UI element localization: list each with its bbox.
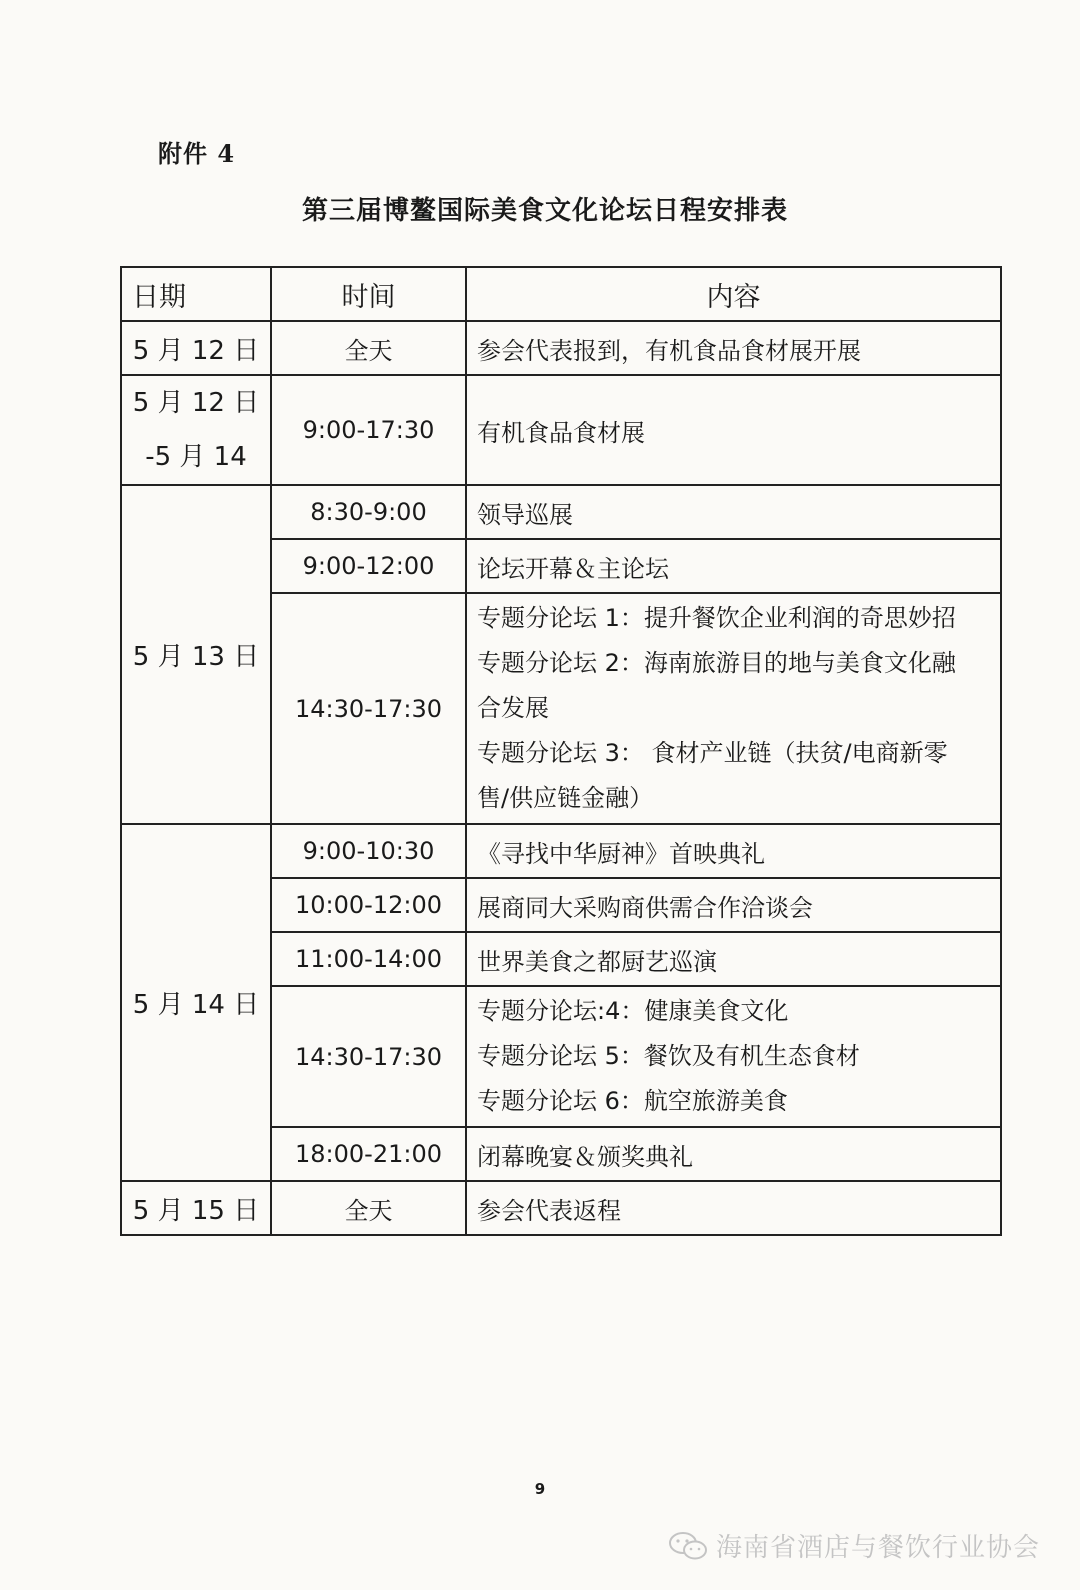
- date-cell: 5 月 13 日: [121, 485, 271, 824]
- table-row: [121, 485, 1001, 539]
- time-cell: 18:00-21:00: [271, 1127, 466, 1181]
- date-line: 5 月 12 日: [132, 388, 260, 418]
- content-line: 售/供应链金融）: [477, 784, 654, 812]
- content-line: 专题分论坛 5：餐饮及有机生态食材: [477, 1042, 860, 1070]
- table-header-row: [121, 267, 1001, 321]
- header-date: 日期: [121, 267, 271, 321]
- content-line: 专题分论坛 3： 食材产业链（扶贫/电商新零: [477, 739, 948, 767]
- date-line: -5 月 14: [145, 442, 247, 472]
- wechat-icon: [668, 1531, 708, 1561]
- time-cell: 14:30-17:30: [271, 593, 466, 824]
- content-cell: 闭幕晚宴＆颁奖典礼: [466, 1127, 1001, 1181]
- attachment-label: 附件 4: [158, 139, 236, 168]
- page-title: 第三届博鳌国际美食文化论坛日程安排表: [301, 196, 788, 226]
- time-cell: 8:30-9:00: [271, 485, 466, 539]
- content-cell: 参会代表报到，有机食品食材展开展: [466, 321, 1001, 375]
- header-time: 时间: [271, 267, 466, 321]
- content-line: 专题分论坛 6：航空旅游美食: [477, 1087, 788, 1115]
- header-content: 内容: [466, 267, 1001, 321]
- content-cell: 论坛开幕＆主论坛: [466, 539, 1001, 593]
- time-cell: 11:00-14:00: [271, 932, 466, 986]
- content-cell: 展商同大采购商供需合作洽谈会: [466, 878, 1001, 932]
- page-number: 9: [534, 1480, 546, 1498]
- time-cell: 全天: [271, 1181, 466, 1235]
- content-cell: 世界美食之都厨艺巡演: [466, 932, 1001, 986]
- time-cell: 14:30-17:30: [271, 986, 466, 1127]
- content-line: 专题分论坛 1：提升餐饮企业利润的奇思妙招: [477, 604, 956, 632]
- time-cell: 9:00-17:30: [271, 375, 466, 485]
- content-cell: 有机食品食材展: [466, 375, 1001, 485]
- content-cell: 领导巡展: [466, 485, 1001, 539]
- content-cell: [466, 593, 1001, 824]
- watermark: [668, 1527, 1040, 1564]
- table-row: [121, 375, 1001, 485]
- watermark-text: 海南省酒店与餐饮行业协会: [715, 1533, 1040, 1563]
- date-cell: [121, 375, 271, 485]
- content-cell: 《寻找中华厨神》首映典礼: [466, 824, 1001, 878]
- date-cell: 5 月 14 日: [121, 824, 271, 1181]
- content-line: 合发展: [477, 694, 549, 722]
- time-cell: 全天: [271, 321, 466, 375]
- content-line: 专题分论坛 2：海南旅游目的地与美食文化融: [477, 649, 956, 677]
- time-cell: 9:00-10:30: [271, 824, 466, 878]
- table-row: [121, 321, 1001, 375]
- content-cell: [466, 986, 1001, 1127]
- time-cell: 10:00-12:00: [271, 878, 466, 932]
- date-cell: 5 月 15 日: [121, 1181, 271, 1235]
- time-cell: 9:00-12:00: [271, 539, 466, 593]
- date-cell: 5 月 12 日: [121, 321, 271, 375]
- table-row: [121, 1181, 1001, 1235]
- table-row: [121, 824, 1001, 878]
- content-cell: 参会代表返程: [466, 1181, 1001, 1235]
- schedule-table: [120, 266, 1002, 1236]
- content-line: 专题分论坛:4：健康美食文化: [477, 997, 789, 1025]
